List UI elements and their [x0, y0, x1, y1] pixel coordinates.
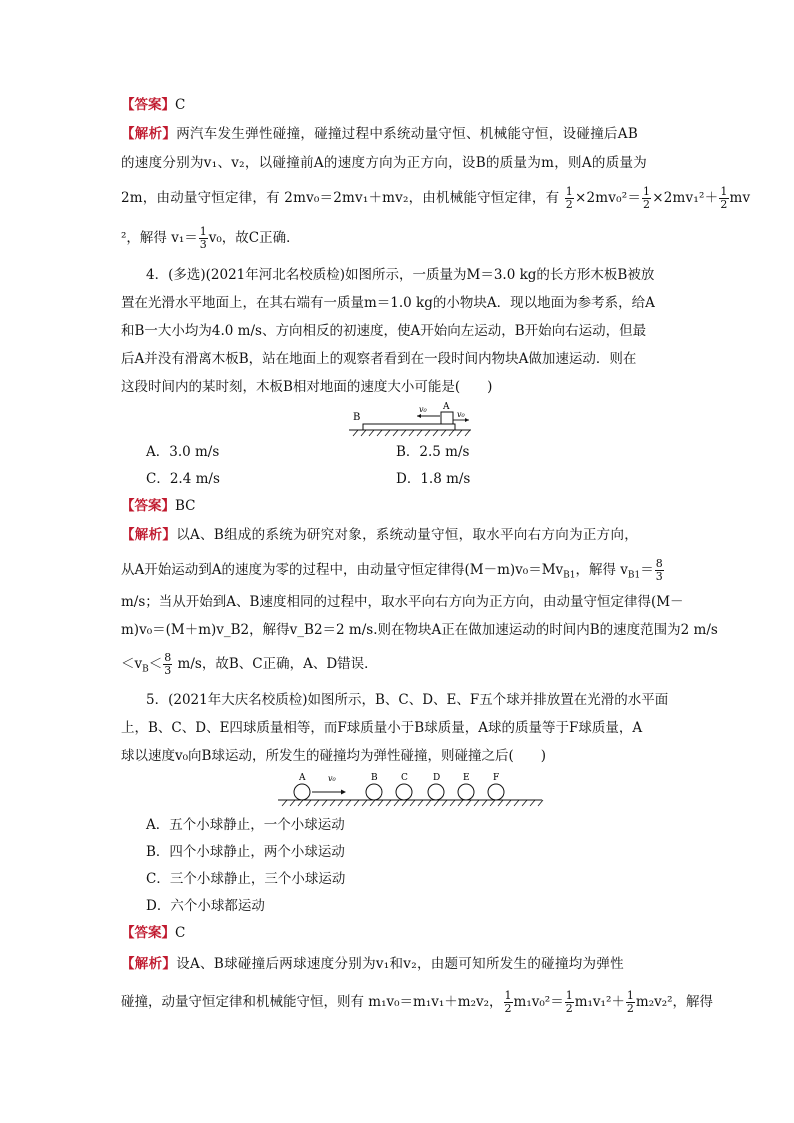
q3-analysis-text-3b: ×2mv₀²＝	[574, 190, 642, 206]
q5-stem-line-1: 5．(2021年大庆名校质检)如图所示，B、C、D、E、F五个球并排放置在光滑的水平面	[146, 692, 669, 708]
q3-analysis-line-3	[121, 185, 751, 211]
q4-analysis-text-2c: ，解得 v	[575, 562, 628, 578]
q5-analysis-text-1: 设A、B球碰撞后两球速度分别为v₁和v₂，由题可知所发生的碰撞均为弹性	[176, 956, 624, 972]
q4-stem-line-4: 后A并没有滑离木板B，站在地面上的观察者看到在一段时间内物块A做加速运动．则在	[121, 351, 637, 367]
q4-analysis-text-5d: m/s，故B、C正确，A、D错误．	[173, 656, 378, 672]
q4-option-b: B．2.5 m/s	[396, 444, 470, 460]
fraction-half: $\frac{1}{2}$	[626, 989, 634, 1015]
q4-analysis-line-5	[121, 652, 676, 680]
q4-answer-line	[121, 496, 676, 516]
ball-c	[396, 784, 412, 800]
q4-option-a: A．3.0 m/s	[146, 444, 220, 460]
analysis-tag: 【解析】	[121, 956, 177, 972]
q4-answer: BC	[175, 498, 196, 514]
q3-analysis-line-2: 的速度分别为v₁、v₂，以碰撞前A的速度方向为正方向，设B的质量为m，则A的质量为	[121, 155, 648, 171]
q4-analysis-text-1: 以A、B组成的系统为研究对象，系统动量守恒，取水平向右方向为正方向，	[176, 527, 639, 543]
ball-label-c: C	[401, 773, 408, 783]
sub-b1: B1	[563, 570, 576, 581]
analysis-tag: 【解析】	[121, 126, 177, 142]
q5-answer: C	[175, 925, 186, 941]
q4-option-d: D．1.8 m/s	[396, 471, 471, 487]
q3-answer-line	[121, 95, 676, 115]
q5-option-c: C．三个小球静止，三个小球运动	[146, 871, 346, 887]
fraction-eight-thirds: $\frac{8}{3}$	[164, 651, 172, 677]
label-v0-right: v₀	[457, 410, 465, 419]
block-a	[441, 412, 453, 424]
q4-analysis-line-4: m)v₀＝(M＋m)v_B2，解得v_B2＝2 m/s.则在物块A正在做加速运动的时间内B的速度范围为2 m/s	[121, 622, 718, 638]
label-b: B	[353, 412, 361, 423]
q3-analysis-text-3a: 2m，由动量守恒定律，有 2mv₀＝2mv₁＋mv₂，由机械能守恒定律，有	[121, 190, 560, 206]
q4-analysis-line-2	[121, 558, 676, 586]
ball-b	[366, 784, 382, 800]
q5-analysis-text-2a: 碰撞，动量守恒定律和机械能守恒，则有 m₁v₀＝m₁v₁＋m₂v₂，	[121, 994, 503, 1010]
label-v0-left: v₀	[419, 405, 427, 414]
fraction-half: $\frac{1}{2}$	[565, 185, 573, 211]
ball-label-d: D	[433, 773, 441, 783]
q5-analysis-line-2	[121, 989, 714, 1015]
fraction-half: $\frac{1}{2}$	[504, 989, 512, 1015]
q4-stem-line-1: 4．(多选)(2021年河北名校质检)如图所示，一质量为M＝3.0 kg的长方形木板B被放	[146, 267, 655, 283]
q3-analysis-line-4	[121, 226, 676, 251]
q3-analysis-text-1: 两汽车发生弹性碰撞，碰撞过程中系统动量守恒、机械能守恒，设碰撞后AB	[176, 126, 639, 142]
q5-analysis-text-2d: m₂v₂²，解得	[635, 994, 714, 1010]
analysis-tag: 【解析】	[121, 527, 177, 543]
ball-label-f: F	[493, 773, 500, 783]
q3-analysis-text-3d: mv	[729, 190, 751, 206]
q5-analysis-text-2b: m₁v₀²＝	[513, 994, 564, 1010]
q4-option-c: C．2.4 m/s	[146, 471, 220, 487]
ball-e	[458, 784, 474, 800]
q3-analysis-line-1	[121, 124, 676, 144]
q4-stem-line-2: 置在光滑水平地面上，在其右端有一质量m＝1.0 kg的小物块A．现以地面为参考系，给A	[121, 295, 655, 311]
q3-analysis-text-4b: v₀，故C正确．	[208, 230, 300, 246]
q4-analysis-line-1	[121, 525, 676, 545]
q4-analysis-text-5c: ＜	[148, 656, 163, 672]
q5-option-d: D．六个小球都运动	[146, 898, 265, 914]
ball-label-e: E	[463, 773, 470, 783]
ball-f	[488, 784, 504, 800]
ball-label-a: A	[299, 773, 306, 783]
fraction-half: $\frac{1}{2}$	[565, 989, 573, 1015]
q4-analysis-text-2a: 从A开始运动到A的速度为零的过程中，由动量守恒定律得(M－m)v₀＝Mv	[121, 562, 564, 578]
sub-b1: B1	[627, 570, 641, 581]
board-b	[363, 424, 455, 430]
answer-tag: 【答案】	[121, 498, 175, 514]
q5-analysis-text-2c: m₁v₁²＋	[574, 994, 625, 1010]
q5-answer-line	[121, 923, 676, 943]
ball-d	[428, 784, 444, 800]
q4-analysis-text-5a: ＜v	[121, 656, 143, 672]
q5-option-a: A．五个小球静止，一个小球运动	[146, 817, 345, 833]
ball-label-b: B	[371, 773, 378, 783]
q4-stem-line-5: 这段时间内的某时刻，木板B相对地面的速度大小可能是( )	[121, 379, 493, 395]
fraction-third: $\frac{1}{3}$	[199, 225, 207, 251]
velocity-label: v₀	[328, 774, 336, 783]
ball-a	[294, 784, 310, 800]
fraction-half: $\frac{1}{2}$	[720, 185, 728, 211]
q3-analysis-text-4a: ²，解得 v₁＝	[121, 230, 198, 246]
fraction-eight-thirds: $\frac{8}{3}$	[655, 557, 663, 583]
q5-figure-balls	[276, 768, 546, 808]
fraction-half: $\frac{1}{2}$	[643, 185, 651, 211]
q5-stem-line-2: 上，B、C、D、E四球质量相等，而F球质量小于B球质量，A球的质量等于F球质量，A	[121, 720, 643, 736]
answer-tag: 【答案】	[121, 925, 175, 941]
q5-option-b: B．四个小球静止，两个小球运动	[146, 844, 345, 860]
q5-analysis-line-1	[121, 954, 676, 974]
q3-answer: C	[175, 97, 186, 113]
q4-figure-board-block	[345, 398, 475, 438]
answer-tag: 【答案】	[121, 97, 175, 113]
sub-b: B	[142, 664, 149, 675]
q4-analysis-line-3: m/s；当从开始到A、B速度相同的过程中，取水平向右方向为正方向，由动量守恒定律得(M－	[121, 594, 684, 610]
q4-stem-line-3: 和B一大小均为4.0 m/s、方向相反的初速度，使A开始向左运动，B开始向右运动，但最	[121, 323, 647, 339]
label-a: A	[443, 402, 450, 412]
q3-analysis-text-3c: ×2mv₁²＋	[652, 190, 719, 206]
q5-stem-line-3: 球以速度v₀向B球运动，所发生的碰撞均为弹性碰撞，则碰撞之后( )	[121, 748, 546, 764]
q4-analysis-text-2e: ＝	[640, 562, 654, 578]
